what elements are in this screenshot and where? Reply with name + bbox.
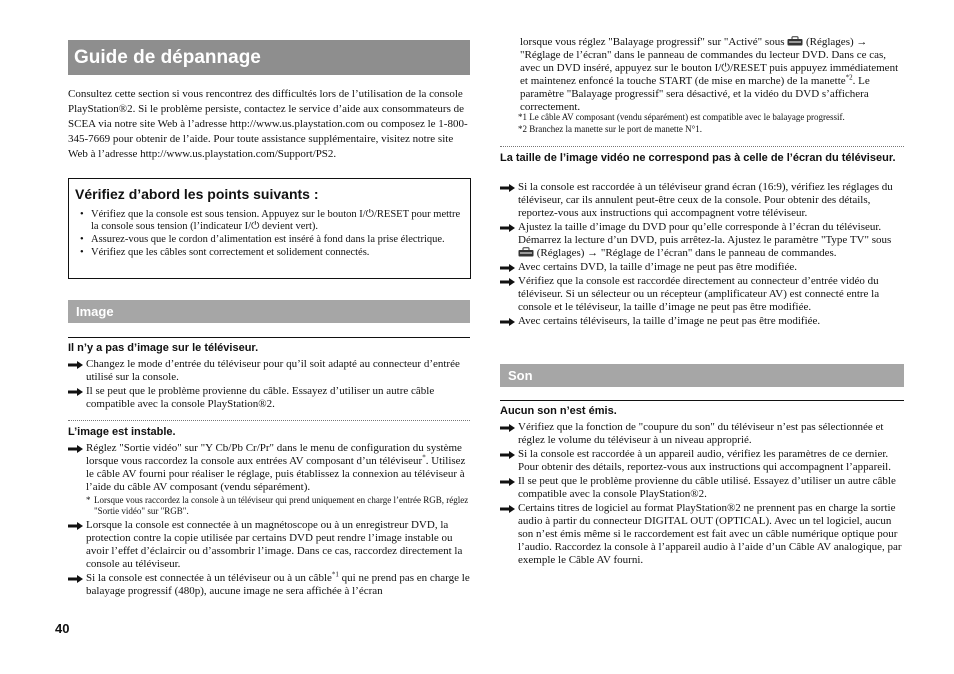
continued-paragraph: lorsque vous réglez "Balayage progressif" sur "Activé" sous (Réglages) → "Réglage de l’écran" dans le panneau de commandes du lecteur DVD. Dans ce cas, avec un DVD inséré, appuyez sur le bouton I/⏻/RESET puis appuyez immédiatement et maintenez enfoncé la touche START (de mise en marche) de la manette$^{*2}$. Le paramètre "Balayage progressif" sera désactivé, et la vidéo du DVD s’affichera correctement. <box>520 36 899 113</box>
checklist-item: • Assurez-vous que le cordon d’alimentation est inséré à fond dans la prise électrique. <box>91 234 462 246</box>
size-list <box>500 181 905 329</box>
right-arrow-icon <box>68 575 83 583</box>
footnote: *2 Branchez la manette sur le port de manette N°1. <box>518 124 703 134</box>
list-item: Avec certains DVD, la taille d’image ne peut pas être modifiée. <box>500 261 905 274</box>
footnotes <box>518 111 908 135</box>
page-number: 40 <box>55 621 70 636</box>
section-bar-image: Image <box>68 300 470 323</box>
subheading-no-image: Il n’y a pas d’image sur le téléviseur. <box>68 342 259 354</box>
list-item: Si la console est connectée à un téléviseur ou à un câble$^{*1}$ qui ne prend pas en charge le balayage progressif (480p), aucune image ne sera affichée à l’écran <box>68 572 470 598</box>
checklist-item: • Vérifiez que la console est sous tension. Appuyez sur le bouton I/⏻/RESET pour mettre la console sous tension (l’indicateur I/⏻ devient vert). <box>91 209 462 233</box>
right-arrow-icon <box>68 522 83 530</box>
right-arrow-icon <box>68 445 83 453</box>
list-item: Il se peut que le problème provienne du câble. Essayez d’utiliser un autre câble compatible avec la console PlayStation®2. <box>68 385 468 411</box>
section-rule <box>68 337 470 338</box>
list-item: Ajustez la taille d’image du DVD pour qu’elle corresponde à l’écran du téléviseur. Démarrez la lecture d’un DVD, puis arrêtez-la. Ajustez le paramètre "Type TV" sous (Réglages) → "Réglage de l’écran" dans le panneau de commandes. <box>500 221 905 260</box>
list-item: Lorsque la console est connectée à un magnétoscope ou à un enregistreur DVD, la protection contre la copie utilisée par certains DVD peut rendre l’image instable ou avoir l’effet d’éclaircir ou d’assombrir l’image. Dans ce cas, raccordez directement la console au téléviseur. <box>68 519 470 571</box>
page-title: Guide de dépannage <box>68 40 470 75</box>
checklist-item: • Vérifiez que les câbles sont correctement et solidement connectés. <box>91 247 462 259</box>
footnote: * Lorsque vous raccordez la console à un téléviseur qui prend uniquement en charge l’entrée RGB, réglez "Sortie vidéo" sur "RGB". <box>86 495 469 516</box>
checklist-box <box>68 178 471 279</box>
subheading-no-sound: Aucun son n’est émis. <box>500 405 617 417</box>
list-item: Réglez "Sortie vidéo" sur "Y Cb/Pb Cr/Pr" dans le menu de configuration du système lorsque vous raccordez la console aux entrées AV composant d’un téléviseur*. Utilisez le câble AV fourni pour réaliser le réglage, puis établissez la connexion au téléviseur à l’aide du câble AV composant (vendu séparément). <box>68 442 470 494</box>
list-item: Changez le mode d’entrée du téléviseur pour qu’il soit adapté au connecteur d’entrée utilisé sur la console. <box>68 358 468 384</box>
right-arrow-icon <box>500 278 515 286</box>
no-image-list <box>68 358 468 412</box>
right-arrow-icon <box>500 224 515 232</box>
section-bar-son: Son <box>500 364 904 387</box>
checklist-title: Vérifiez d’abord les points suivants : <box>75 186 319 202</box>
intro-paragraph: Consultez cette section si vous rencontrez des difficultés lors de l’utilisation de la console PlayStation®2. Si le problème persiste, contactez le service d’aide aux consommateurs de SCEA via notre site Web à l’adresse http://www.us.playstation.com ou composez le 1-800-345-7669 pour obtenir de l’aide. Pour toute assistance supplémentaire, visitez notre site Web à l’adresse http://www.us.playstation.com/Support/PS2. <box>68 88 468 160</box>
right-arrow-icon <box>500 478 515 486</box>
right-arrow-icon <box>500 184 515 192</box>
unstable-list <box>68 442 470 599</box>
list-item: Si la console est raccordée à un appareil audio, vérifiez les paramètres de ce dernier. Pour obtenir des détails, reportez-vous aux instructions qui accompagnent l’appareil. <box>500 448 905 474</box>
right-arrow-icon <box>68 361 83 369</box>
subheading-size: La taille de l’image vidéo ne correspond pas à celle de l’écran du téléviseur. <box>500 152 896 164</box>
list-item: Certains titres de logiciel au format PlayStation®2 ne prennent pas en charge la sortie audio à partir du connecteur DIGITAL OUT (OPTICAL). Avec un tel logiciel, aucun son n’est émis même si le raccordement est fait avec un câble numérique optique pour l’audio. Raccordez la console à l’appareil audio à l’aide d’un Câble AV analogique, par exemple le Câble AV fourni. <box>500 502 905 567</box>
list-item: Il se peut que le problème provienne du câble utilisé. Essayez d’utiliser un autre câble compatible avec la console PlayStation®2. <box>500 475 905 501</box>
divider <box>500 146 904 147</box>
section-rule <box>500 400 904 401</box>
footnote: *1 Le câble AV composant (vendu séparément) est compatible avec le balayage progressif. <box>518 112 845 122</box>
checklist <box>75 209 462 259</box>
right-arrow-icon <box>500 264 515 272</box>
right-arrow-icon <box>500 318 515 326</box>
list-item: Vérifiez que la fonction de "coupure du son" du téléviseur n’est pas sélectionnée et réglez le volume du téléviseur à un niveau approprié. <box>500 421 905 447</box>
sound-list <box>500 421 905 568</box>
list-item: Avec certains téléviseurs, la taille d’image ne peut pas être modifiée. <box>500 315 905 328</box>
list-item: Vérifiez que la console est raccordée directement au connecteur d’entrée vidéo du téléviseur. Si un sélecteur ou un récepteur (amplificateur AV) est connecté entre la console et le téléviseur, la taille d’image ne peut pas être modifiée. <box>500 275 905 314</box>
divider <box>68 420 470 421</box>
toolbox-icon <box>787 36 803 46</box>
right-arrow-icon <box>500 424 515 432</box>
toolbox-icon <box>518 247 534 257</box>
right-arrow-icon <box>68 388 83 396</box>
subheading-unstable: L’image est instable. <box>68 426 176 438</box>
right-arrow-icon <box>500 451 515 459</box>
right-arrow-icon <box>500 505 515 513</box>
list-item: Si la console est raccordée à un téléviseur grand écran (16:9), vérifiez les réglages du téléviseur, car ils annulent peut-être ceux de la console. Pour obtenir des détails, reportez-vous aux instructions qui accompagnent votre téléviseur. <box>500 181 905 220</box>
